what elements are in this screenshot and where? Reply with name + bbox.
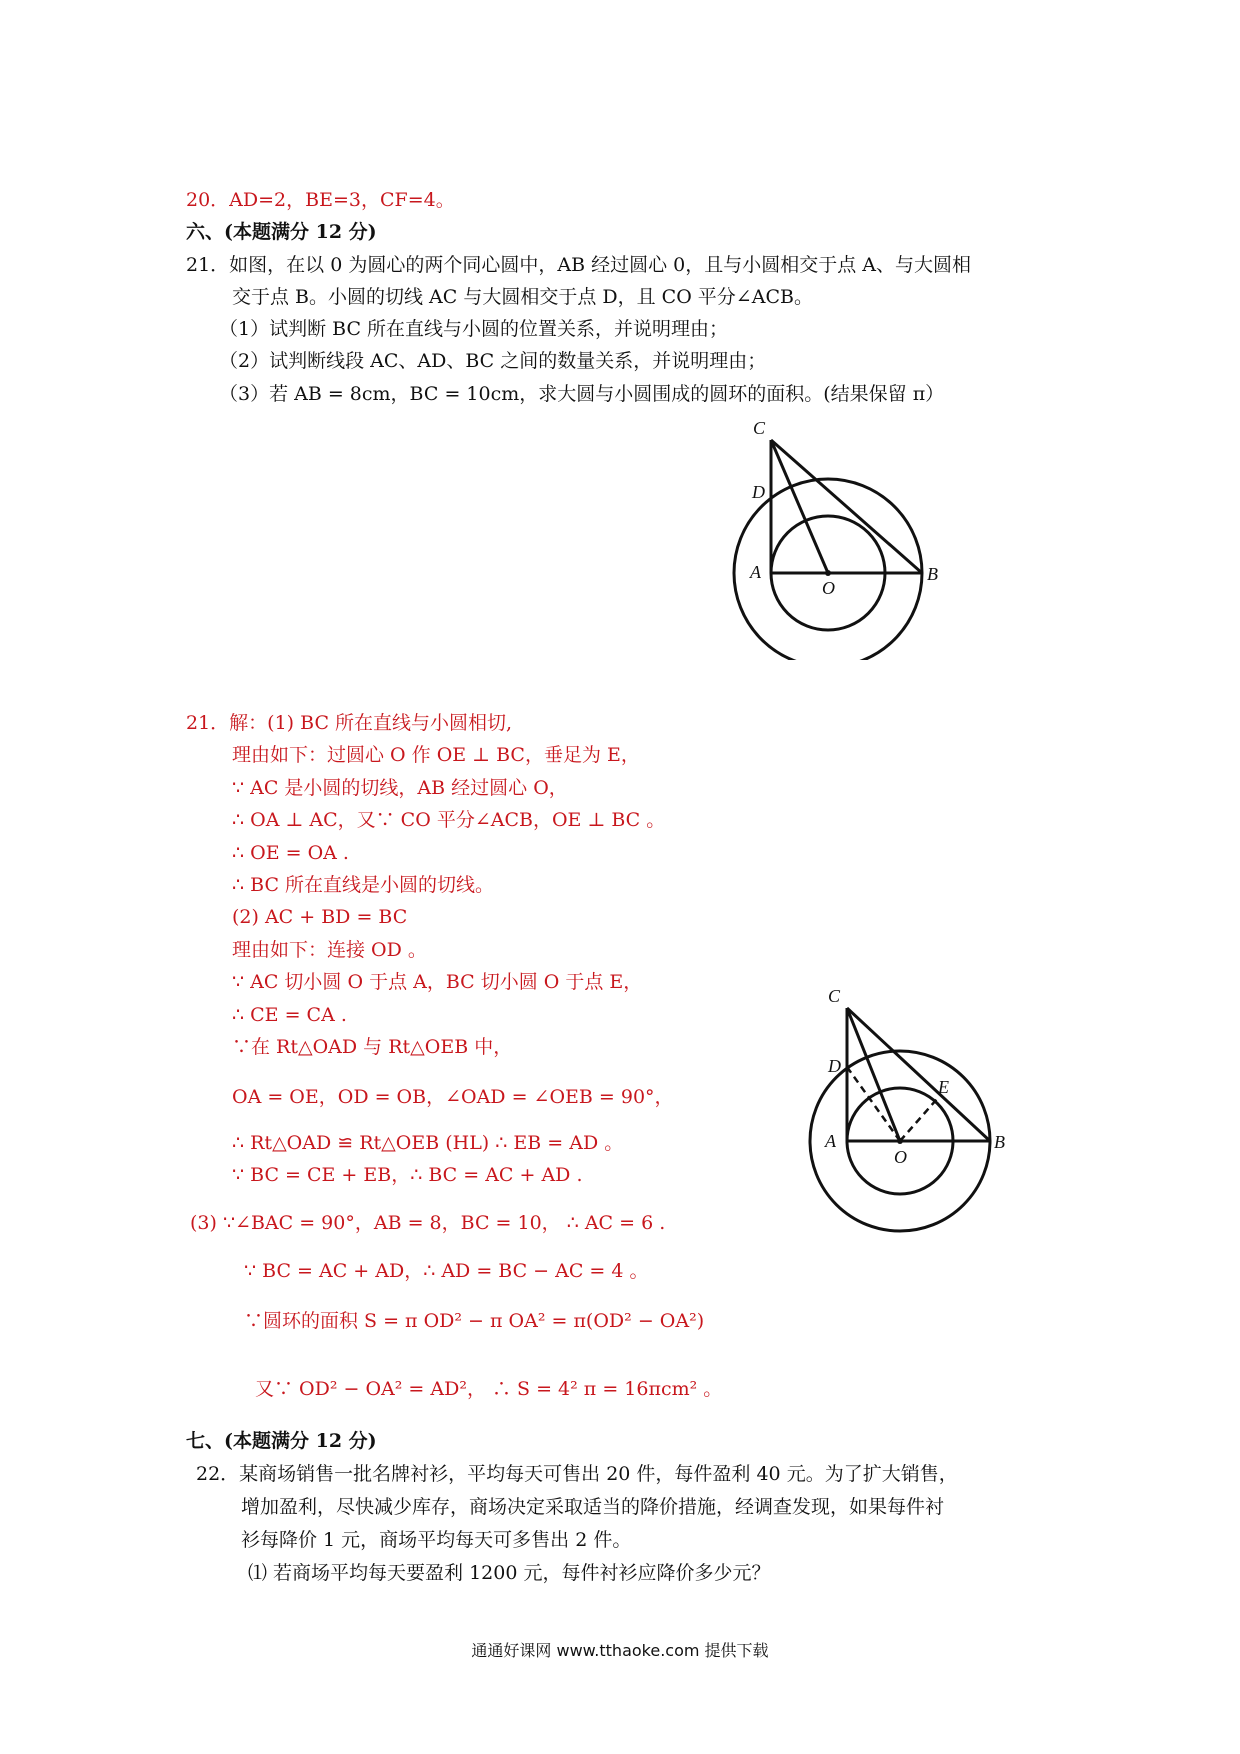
answer-20: 20．AD=2，BE=3，CF=4。 — [186, 189, 455, 211]
solution-line-10: ∴ CE = CA . — [232, 1004, 347, 1026]
solution-line-9: ∵ AC 切小圆 O 于点 A，BC 切小圆 O 于点 E， — [232, 971, 643, 993]
solution-line-16: ∵ BC = AC + AD，∴ AD = BC − AC = 4 。 — [244, 1260, 649, 1282]
segment-co — [771, 440, 828, 573]
solution-line-14: ∵ BC = CE + EB，∴ BC = AC + AD . — [232, 1164, 583, 1186]
question-21-line-1: 21．如图，在以 0 为圆心的两个同心圆中，AB 经过圆心 0，且与小圆相交于点 A、与大圆相 — [186, 254, 971, 276]
figure-concentric-circles-1 — [720, 410, 950, 660]
label-o: O — [822, 578, 835, 598]
label-o: O — [894, 1147, 907, 1167]
label-d: D — [752, 482, 765, 502]
center-point-o — [897, 1138, 903, 1144]
question-21-part-1: （1）试判断 BC 所在直线与小圆的位置关系，并说明理由； — [219, 318, 729, 340]
label-b: B — [927, 564, 938, 584]
solution-line-18: 又∵ OD² − OA² = AD²， ∴ S = 4² π = 16πcm² 。 — [255, 1378, 723, 1400]
segment-co — [847, 1008, 900, 1141]
solution-line-15: (3) ∵∠BAC = 90°，AB = 8，BC = 10， ∴ AC = 6 . — [190, 1212, 666, 1234]
solution-line-12: OA = OE，OD = OB，∠OAD = ∠OEB = 90°， — [232, 1086, 674, 1108]
solution-line-1: 21．解：(1) BC 所在直线与小圆相切, — [186, 712, 513, 734]
solution-line-13: ∴ Rt△OAD ≌ Rt△OEB (HL) ∴ EB = AD 。 — [232, 1132, 624, 1154]
label-a: A — [825, 1131, 836, 1151]
label-c: C — [753, 418, 766, 438]
question-22-line-1: 22．某商场销售一批名牌衬衫，平均每天可售出 20 件，每件盈利 40 元。为了扩大销售， — [196, 1463, 958, 1485]
question-22-part-1: ⑴ 若商场平均每天要盈利 1200 元，每件衬衫应降价多少元？ — [248, 1562, 771, 1584]
label-c: C — [828, 986, 841, 1006]
question-21-part-2: （2）试判断线段 AC、AD、BC 之间的数量关系，并说明理由； — [219, 350, 767, 372]
question-21-part-3: （3）若 AB = 8cm，BC = 10cm，求大圆与小圆围成的圆环的面积。(结果保留 π） — [219, 383, 945, 405]
section-7-heading: 七、(本题满分 12 分) — [186, 1430, 377, 1452]
label-e: E — [938, 1077, 949, 1097]
segment-cb — [771, 440, 922, 573]
solution-line-2: 理由如下：过圆心 O 作 OE ⊥ BC，垂足为 E， — [232, 744, 640, 766]
section-6-heading: 六、(本题满分 12 分) — [186, 221, 377, 243]
question-22-line-2: 增加盈利，尽快减少库存，商场决定采取适当的降价措施，经调查发现，如果每件衬 — [241, 1496, 945, 1518]
center-point-o — [825, 570, 831, 576]
solution-line-17: ∵圆环的面积 S = π OD² − π OA² = π(OD² − OA²) — [244, 1310, 705, 1332]
solution-line-6: ∴ BC 所在直线是小圆的切线。 — [232, 874, 495, 896]
label-b: B — [994, 1132, 1005, 1152]
figure-concentric-circles-2 — [800, 985, 1020, 1235]
solution-line-11: ∵在 Rt△OAD 与 Rt△OEB 中， — [232, 1036, 513, 1058]
label-a: A — [750, 562, 761, 582]
question-22-line-3: 衫每降价 1 元，商场平均每天可多售出 2 件。 — [241, 1529, 632, 1551]
question-21-line-2: 交于点 B。小圆的切线 AC 与大圆相交于点 D，且 CO 平分∠ACB。 — [232, 286, 813, 308]
solution-line-3: ∵ AC 是小圆的切线，AB 经过圆心 O， — [232, 777, 568, 799]
segment-oe-dashed — [900, 1099, 937, 1141]
solution-line-5: ∴ OE = OA . — [232, 842, 349, 864]
solution-line-8: 理由如下：连接 OD 。 — [232, 939, 427, 961]
page-footer: 通通好课网 www.tthaoke.com 提供下载 — [471, 1641, 769, 1660]
label-d: D — [828, 1056, 841, 1076]
solution-line-7: (2) AC + BD = BC — [232, 906, 408, 928]
solution-line-4: ∴ OA ⊥ AC，又∵ CO 平分∠ACB，OE ⊥ BC 。 — [232, 809, 666, 831]
